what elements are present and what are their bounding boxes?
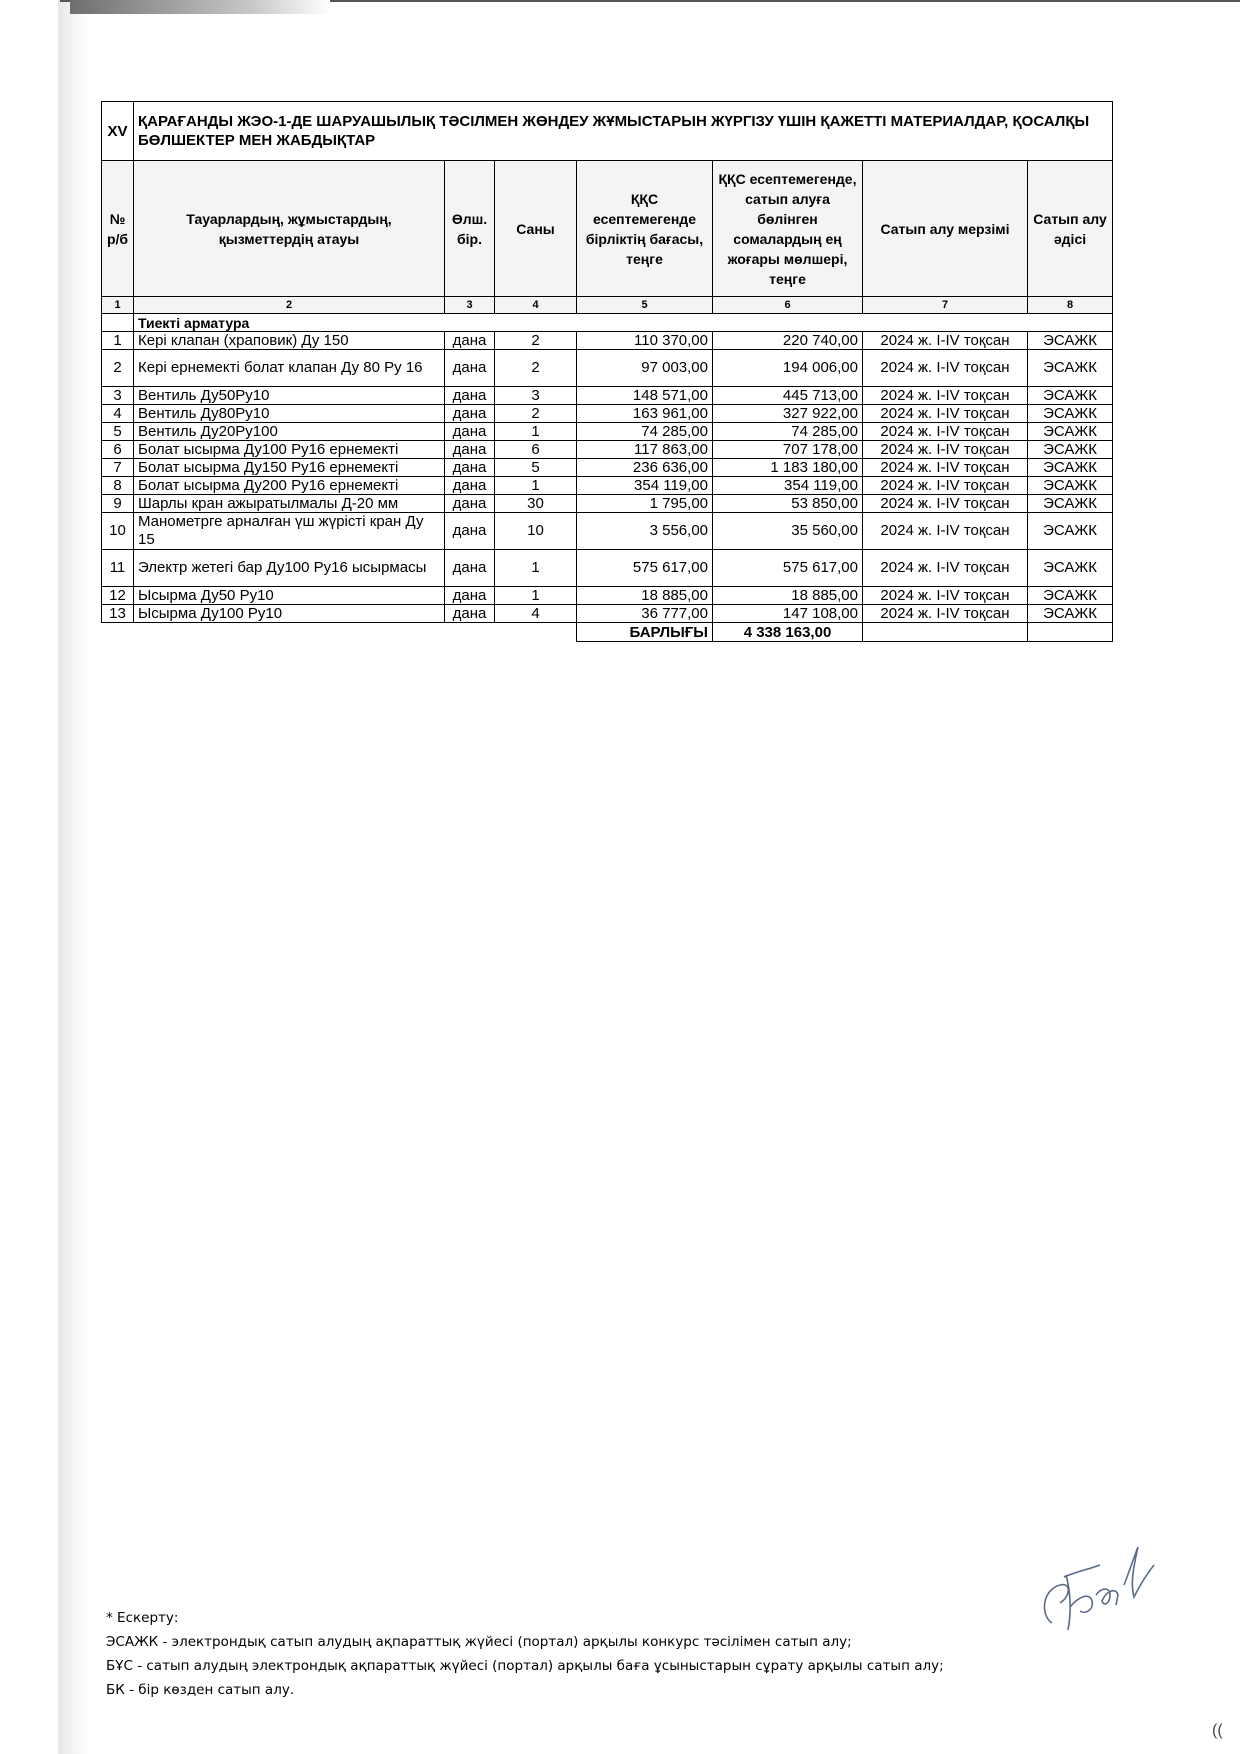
cell-period: 2024 ж. I-IV тоқсан: [863, 332, 1028, 350]
header-no: № р/б: [102, 161, 134, 297]
cell-no: 8: [102, 477, 134, 495]
cell-unit: дана: [445, 332, 495, 350]
total-value: 4 338 163,00: [713, 623, 863, 642]
table-row: [102, 405, 1113, 423]
cell-no: 2: [102, 350, 134, 387]
header-name: Тауарлардың, жұмыстардың, қызметтердің атауы: [134, 161, 445, 297]
scan-left-edge: [58, 0, 88, 1754]
cell-price: 575 617,00: [577, 550, 713, 587]
handwritten-signature: [1030, 1535, 1170, 1635]
scan-top-blot: [70, 0, 330, 14]
cell-method: ЭСАЖК: [1028, 423, 1113, 441]
note-line: БҰС - сатып алудың электрондық ақпараттық жүйесі (портал) арқылы баға ұсыныстарын сұрату арқылы сатып алу;: [106, 1658, 944, 1674]
table-row: [102, 495, 1113, 513]
cell-sum: 707 178,00: [713, 441, 863, 459]
cell-name: Кері клапан (храповик) Ду 150: [134, 332, 445, 350]
column-number: 7: [863, 297, 1028, 314]
cell-no: 9: [102, 495, 134, 513]
notes-heading: * Ескерту:: [106, 1610, 179, 1626]
cell-qty: 2: [495, 350, 577, 387]
cell-method: ЭСАЖК: [1028, 332, 1113, 350]
cell-qty: 6: [495, 441, 577, 459]
cell-period: 2024 ж. I-IV тоқсан: [863, 477, 1028, 495]
cell-method: ЭСАЖК: [1028, 495, 1113, 513]
table-row: [102, 441, 1113, 459]
cell-period: 2024 ж. I-IV тоқсан: [863, 587, 1028, 605]
section-title-row: [102, 102, 1113, 161]
cell-qty: 1: [495, 423, 577, 441]
cell-name: Манометрге арналған үш жүрісті кран Ду 15: [134, 513, 445, 550]
cell-no: 1: [102, 332, 134, 350]
cell-method: ЭСАЖК: [1028, 513, 1113, 550]
cell-period: 2024 ж. I-IV тоқсан: [863, 441, 1028, 459]
table-row: [102, 387, 1113, 405]
cell-no: 6: [102, 441, 134, 459]
cell-sum: 194 006,00: [713, 350, 863, 387]
section-number: XV: [102, 102, 134, 161]
cell-qty: 5: [495, 459, 577, 477]
cell-no: 3: [102, 387, 134, 405]
group-row: [102, 314, 1113, 332]
cell-unit: дана: [445, 477, 495, 495]
cell-qty: 1: [495, 550, 577, 587]
cell-price: 1 795,00: [577, 495, 713, 513]
cell-unit: дана: [445, 605, 495, 623]
cell-qty: 10: [495, 513, 577, 550]
cell-method: ЭСАЖК: [1028, 459, 1113, 477]
cell-unit: дана: [445, 587, 495, 605]
header-qty: Саны: [495, 161, 577, 297]
cell-name: Вентиль Ду20Ру100: [134, 423, 445, 441]
table-row: [102, 350, 1113, 387]
cell-sum: 35 560,00: [713, 513, 863, 550]
table-row: [102, 587, 1113, 605]
cell-method: ЭСАЖК: [1028, 587, 1113, 605]
column-number-row: [102, 297, 1113, 314]
cell-unit: дана: [445, 513, 495, 550]
cell-sum: 53 850,00: [713, 495, 863, 513]
cell-sum: 327 922,00: [713, 405, 863, 423]
cell-unit: дана: [445, 387, 495, 405]
cell-sum: 1 183 180,00: [713, 459, 863, 477]
cell-price: 97 003,00: [577, 350, 713, 387]
table-row: [102, 513, 1113, 550]
cell-price: 36 777,00: [577, 605, 713, 623]
cell-unit: дана: [445, 350, 495, 387]
cell-no: 7: [102, 459, 134, 477]
cell-price: 163 961,00: [577, 405, 713, 423]
cell-name: Электр жетегі бар Ду100 Ру16 ысырмасы: [134, 550, 445, 587]
header-price: ҚҚС есептемегенде бірліктің бағасы, теңге: [577, 161, 713, 297]
cell-name: Ысырма Ду50 Ру10: [134, 587, 445, 605]
note-line: БК - бір көзден сатып алу.: [106, 1682, 295, 1698]
cell-method: ЭСАЖК: [1028, 550, 1113, 587]
cell-method: ЭСАЖК: [1028, 350, 1113, 387]
table-row: [102, 459, 1113, 477]
table-row: [102, 423, 1113, 441]
cell-qty: 4: [495, 605, 577, 623]
cell-no: 11: [102, 550, 134, 587]
cell-name: Болат ысырма Ду100 Ру16 ернемекті: [134, 441, 445, 459]
cell-qty: 2: [495, 405, 577, 423]
cell-price: 117 863,00: [577, 441, 713, 459]
cell-sum: 74 285,00: [713, 423, 863, 441]
cell-sum: 445 713,00: [713, 387, 863, 405]
cell-price: 354 119,00: [577, 477, 713, 495]
column-number: 1: [102, 297, 134, 314]
cell-qty: 1: [495, 587, 577, 605]
column-number: 2: [134, 297, 445, 314]
cell-unit: дана: [445, 550, 495, 587]
header-period: Сатып алу мерзімі: [863, 161, 1028, 297]
cell-unit: дана: [445, 405, 495, 423]
cell-qty: 1: [495, 477, 577, 495]
cell-sum: 18 885,00: [713, 587, 863, 605]
cell-qty: 30: [495, 495, 577, 513]
cell-period: 2024 ж. I-IV тоқсан: [863, 513, 1028, 550]
column-number: 4: [495, 297, 577, 314]
cell-method: ЭСАЖК: [1028, 441, 1113, 459]
cell-sum: 354 119,00: [713, 477, 863, 495]
cell-price: 3 556,00: [577, 513, 713, 550]
cell-method: ЭСАЖК: [1028, 477, 1113, 495]
table-row: [102, 332, 1113, 350]
cell-name: Ысырма Ду100 Ру10: [134, 605, 445, 623]
cell-unit: дана: [445, 459, 495, 477]
cell-method: ЭСАЖК: [1028, 387, 1113, 405]
cell-no: 5: [102, 423, 134, 441]
cell-name: Болат ысырма Ду200 Ру16 ернемекті: [134, 477, 445, 495]
cell-qty: 2: [495, 332, 577, 350]
total-label: БАРЛЫҒЫ: [577, 623, 713, 642]
cell-method: ЭСАЖК: [1028, 405, 1113, 423]
cell-period: 2024 ж. I-IV тоқсан: [863, 405, 1028, 423]
table-row: [102, 550, 1113, 587]
cell-method: ЭСАЖК: [1028, 605, 1113, 623]
cell-price: 148 571,00: [577, 387, 713, 405]
cell-unit: дана: [445, 423, 495, 441]
note-line: ЭСАЖК - электрондық сатып алудың ақпараттық жүйесі (портал) арқылы конкурс тәсілімен сатып алу;: [106, 1634, 852, 1650]
cell-period: 2024 ж. I-IV тоқсан: [863, 387, 1028, 405]
table-row: [102, 605, 1113, 623]
cell-name: Кері ернемекті болат клапан Ду 80 Ру 16: [134, 350, 445, 387]
cell-price: 236 636,00: [577, 459, 713, 477]
column-number: 8: [1028, 297, 1113, 314]
cell-period: 2024 ж. I-IV тоқсан: [863, 495, 1028, 513]
cell-no: 10: [102, 513, 134, 550]
column-number: 6: [713, 297, 863, 314]
column-number: 3: [445, 297, 495, 314]
cell-unit: дана: [445, 441, 495, 459]
cell-period: 2024 ж. I-IV тоқсан: [863, 605, 1028, 623]
cell-price: 110 370,00: [577, 332, 713, 350]
cell-no: 4: [102, 405, 134, 423]
section-title: ҚАРАҒАНДЫ ЖЭО-1-ДЕ ШАРУАШЫЛЫҚ ТӘСІЛМЕН ЖӨНДЕУ ЖҰМЫСТАРЫН ЖҮРГІЗУ ҮШІН ҚАЖЕТТІ МАТЕРИАЛДАР, ҚОСАЛҚЫ БӨЛШЕКТЕР МЕН ЖАБДЫҚТАР: [134, 102, 1113, 161]
procurement-table: [101, 101, 1113, 642]
cell-name: Вентиль Ду50Ру10: [134, 387, 445, 405]
cell-qty: 3: [495, 387, 577, 405]
cell-sum: 575 617,00: [713, 550, 863, 587]
footnotes: [106, 1606, 944, 1702]
cell-sum: 147 108,00: [713, 605, 863, 623]
header-method: Сатып алу әдісі: [1028, 161, 1113, 297]
cell-period: 2024 ж. I-IV тоқсан: [863, 550, 1028, 587]
header-unit: Өлш. бір.: [445, 161, 495, 297]
group-label: Тиекті арматура: [134, 314, 1113, 332]
cell-sum: 220 740,00: [713, 332, 863, 350]
cell-period: 2024 ж. I-IV тоқсан: [863, 350, 1028, 387]
total-row: [102, 623, 1113, 642]
cell-unit: дана: [445, 495, 495, 513]
cell-period: 2024 ж. I-IV тоқсан: [863, 459, 1028, 477]
cell-name: Болат ысырма Ду150 Ру16 ернемекті: [134, 459, 445, 477]
column-number: 5: [577, 297, 713, 314]
header-sum: ҚҚС есептемегенде, сатып алуға бөлінген сомалардың ең жоғары мөлшері, теңге: [713, 161, 863, 297]
cell-no: 13: [102, 605, 134, 623]
cell-price: 18 885,00: [577, 587, 713, 605]
cell-price: 74 285,00: [577, 423, 713, 441]
cell-name: Вентиль Ду80Ру10: [134, 405, 445, 423]
header-row: [102, 161, 1113, 297]
cell-period: 2024 ж. I-IV тоқсан: [863, 423, 1028, 441]
table-row: [102, 477, 1113, 495]
corner-mark: ((: [1212, 1722, 1223, 1739]
cell-no: 12: [102, 587, 134, 605]
cell-name: Шарлы кран ажыратылмалы Д-20 мм: [134, 495, 445, 513]
